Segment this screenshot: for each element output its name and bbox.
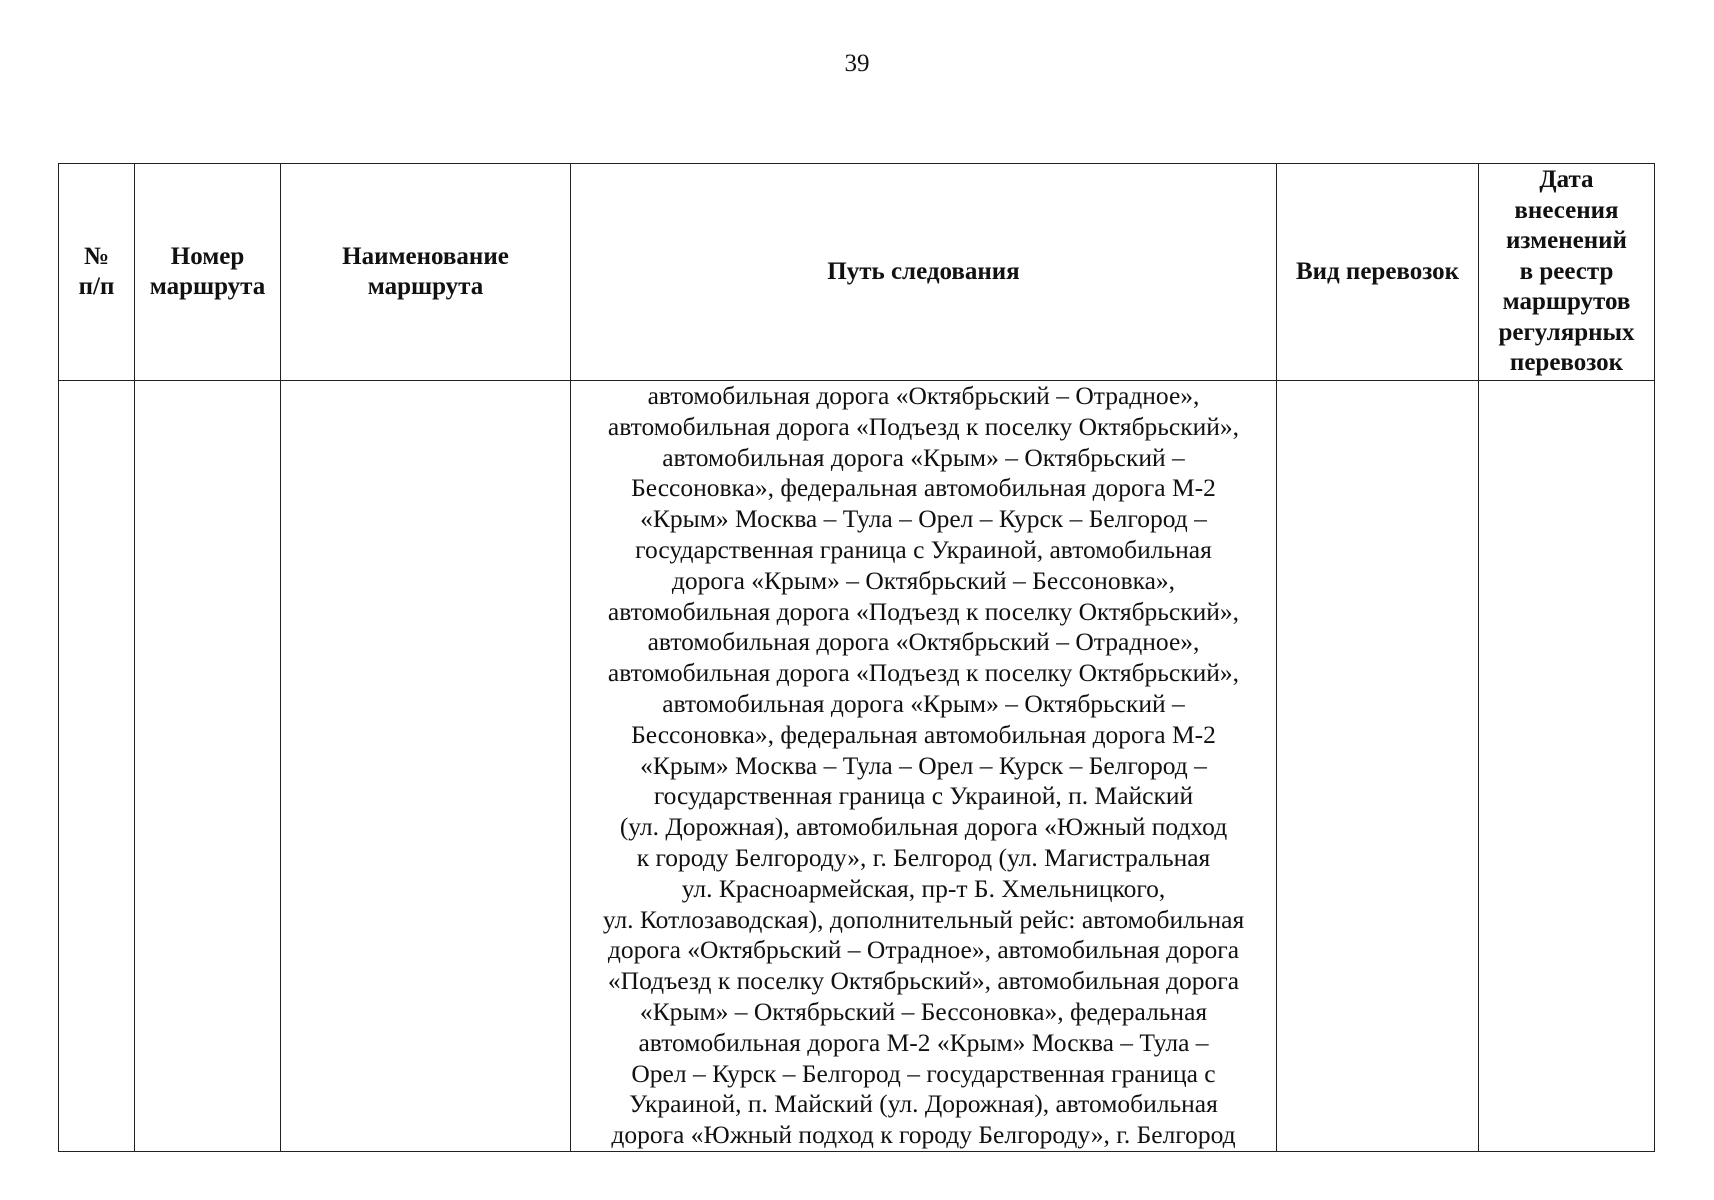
- header-route-path-label: Путь следования: [827, 258, 1020, 285]
- cell-num: [59, 381, 135, 1152]
- header-change-date: [1479, 164, 1655, 381]
- header-route-name-label: Наименование маршрута: [342, 243, 509, 300]
- header-num-label: № п/п: [78, 243, 115, 300]
- cell-route-number: [135, 381, 281, 1152]
- routes-table: [58, 163, 1655, 1152]
- cell-route-path: автомобильная дорога «Октябрьский – Отрадное», автомобильная дорога «Подъезд к поселку Октябрьский», автомобильная дорога «Крым» – Октябрьский – Бессоновка», федеральная автомобильная дорога М-2 «Крым» Москва – Тула – Орел – Курск – Белгород – государственная граница с Украиной, автомобильная дорога «Крым» – Октябрьский – Бессоновка», автомобильная дорога «Подъезд к поселку Октябрьский», автомобильная дорога «Октябрьский – Отрадное», автомобильная дорога «Подъезд к поселку Октябрьский», автомобильная дорога «Крым» – Октябрьский – Бессоновка», федеральная автомобильная дорога М-2 «Крым» Москва – Тула – Орел – Курск – Белгород – государственная граница с Украиной, п. Майский (ул. Дорожная), автомобильная дорога «Южный подход к городу Белгороду», г. Белгород (ул. Магистральная ул. Красноармейская, пр-т Б. Хмельницкого, ул. Котлозаводская), дополнительный рейс: автомобильная дорога «Октябрьский – Отрадное», автомобильная дорога «Подъезд к поселку Октябрьский», автомобильная дорога «Крым» – Октябрьский – Бессоновка», федеральная автомобильная дорога М-2 «Крым» Москва – Тула – Орел – Курск – Белгород – государственная граница с Украиной, п. Майский (ул. Дорожная), автомобильная дорога «Южный подход к городу Белгороду», г. Белгород: [571, 381, 1277, 1152]
- cell-route-name: [281, 381, 571, 1152]
- header-change-date-label: Дата внесения изменений в реестр маршрутов регулярных перевозок: [1498, 166, 1635, 377]
- table-row: [59, 381, 1655, 1152]
- header-transport-type: [1277, 164, 1479, 381]
- page-number: 39: [844, 50, 870, 77]
- cell-change-date: [1479, 381, 1655, 1152]
- table-header-row: [59, 164, 1655, 381]
- header-route-number: [135, 164, 281, 381]
- header-route-path: [571, 164, 1277, 381]
- header-route-name: [281, 164, 571, 381]
- header-route-number-label: Номер маршрута: [149, 243, 266, 300]
- header-num: [59, 164, 135, 381]
- cell-transport-type: [1277, 381, 1479, 1152]
- header-transport-type-label: Вид перевозок: [1295, 258, 1460, 285]
